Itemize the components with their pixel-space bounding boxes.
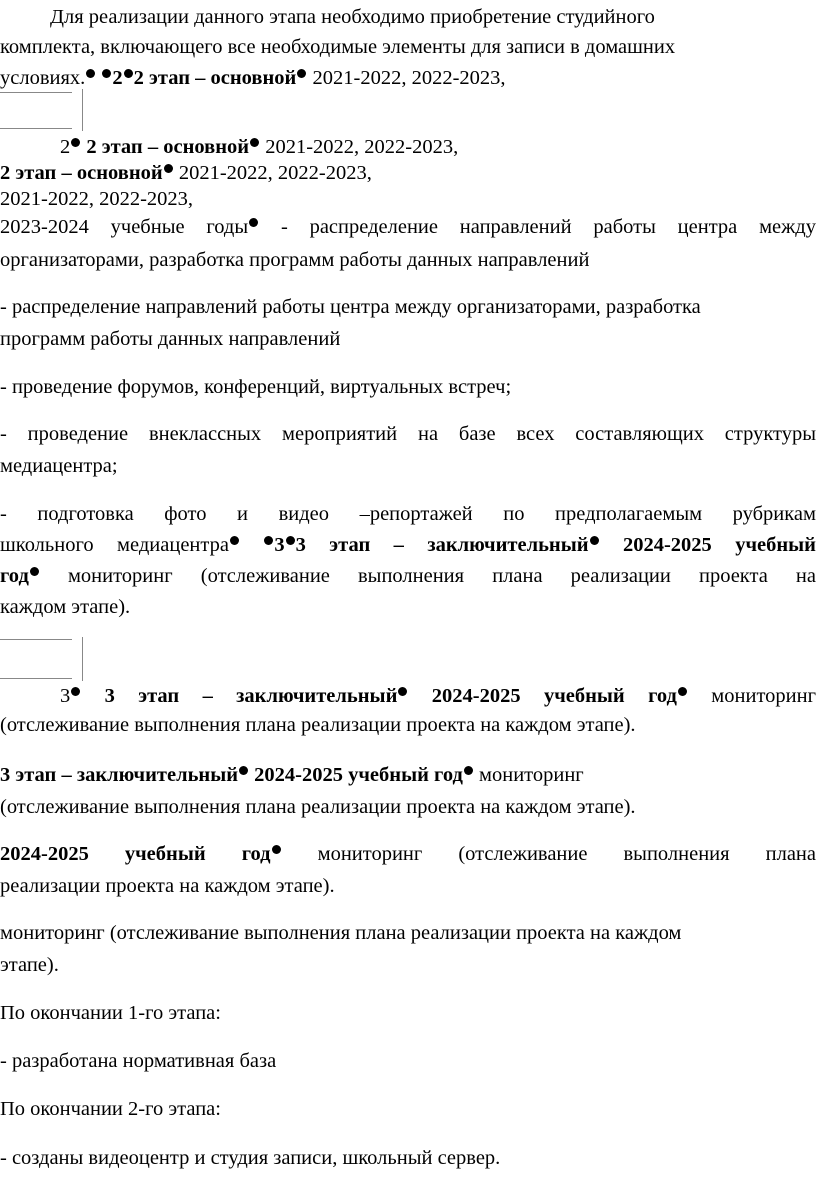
bullet-icon [102,69,111,78]
text: 3 этап – заключительный [295,534,589,556]
text-line [0,795,816,819]
text: 3 этап – заключительный [0,764,239,786]
text-line [0,327,816,351]
text: 2021-2022, 2022-2023, [173,162,372,184]
bullet-icon [286,536,295,545]
table-border [0,678,72,679]
text-line [0,1097,816,1121]
bullet-icon [264,536,273,545]
text: мониторинг (отслеживание выполнения плана [281,843,816,865]
text: Для реализации данного этапа необходимо приобретение студийного [50,6,655,28]
text: этапе). [0,954,59,976]
text: (отслеживание выполнения плана реализации проекта на каждом этапе). [0,796,636,818]
text-line [0,161,816,185]
bullet-icon [590,536,599,545]
text: 2 этап – основной [133,67,297,89]
bullet-icon [124,69,133,78]
text-line [0,763,816,787]
text: 2023-2024 учебные годы [0,216,249,238]
text-line [60,135,816,159]
text: мониторинг [687,685,816,707]
text: - распределение направлений работы центра между организаторами, разработка [0,296,701,318]
text: мониторинг (отслеживание выполнения плана реализации проекта на каждом [0,922,682,944]
text: - подготовка фото и видео –репортажей по предполагаемым рубрикам [0,503,816,525]
text: 2024-2025 учебный год [0,843,271,865]
text: - созданы видеоцентр и студия записи, школьный сервер. [0,1147,501,1169]
table-border [82,637,83,681]
text: 2024-2025 учебный год [249,764,463,786]
bullet-icon [86,69,95,78]
text: 3 [60,685,71,707]
text-line [0,215,816,239]
text-line [0,66,816,90]
text-line [0,187,816,211]
text: медиацентра; [0,455,118,477]
text: мониторинг (отслеживание выполнения плана реализации проекта на [39,565,816,587]
bullet-icon [239,766,248,775]
text-line [0,842,816,866]
text-line [50,5,816,29]
bullet-icon [272,845,281,854]
text: По окончании 2-го этапа: [0,1098,221,1120]
bullet-icon [464,766,473,775]
table-border [0,92,72,93]
bullet-icon [71,687,80,696]
text: - распределение направлений работы центра между [259,216,816,238]
bullet-icon [164,164,173,173]
bullet-icon [71,138,80,147]
text: - разработана нормативная база [0,1050,277,1072]
text: 2 [112,67,123,89]
text: мониторинг [473,764,584,786]
bullet-icon [250,138,259,147]
text: 2021-2022, 2022-2023, [307,67,506,89]
bullet-icon [30,567,39,576]
text-line [0,422,816,446]
text: 3 [274,534,285,556]
text-line [0,454,816,478]
bullet-icon [297,69,306,78]
text-line [0,248,816,272]
text-line [0,295,816,319]
text: 2021-2022, 2022-2023, [0,188,194,210]
text: (отслеживание выполнения плана реализации проекта на каждом этапе). [0,714,636,736]
text-line [0,502,816,526]
text: организаторами, разработка программ работы данных направлений [0,249,590,271]
text-line [0,1146,816,1170]
text: По окончании 1-го этапа: [0,1002,221,1024]
text-line [0,953,816,977]
text: 2024-2025 учебный год [408,685,677,707]
text-line [0,564,816,588]
text: комплекта, включающего все необходимые элементы для записи в домашних [0,36,676,58]
text-line [0,713,816,737]
table-border [0,128,72,129]
text: школьного медиацентра [0,534,229,556]
text: 2 [60,136,71,158]
text: год [0,565,29,587]
text-line [60,684,816,708]
text: 2024-2025 учебный [599,534,816,556]
table-border [0,639,72,640]
text: 3 этап – заключительный [81,685,398,707]
bullet-icon [249,218,258,227]
text-line [0,921,816,945]
text: - проведение форумов, конференций, виртуальных встреч; [0,376,512,398]
text-line [0,1049,816,1073]
text: 2021-2022, 2022-2023, [260,136,459,158]
text-line [0,874,816,898]
text-line [0,533,816,557]
bullet-icon [398,687,407,696]
text-line [0,375,816,399]
text-line [0,35,816,59]
bullet-icon [230,536,239,545]
text: 2 этап – основной [81,136,250,158]
bullet-icon [678,687,687,696]
text-line [0,595,816,619]
table-border [82,89,83,131]
text: 2 этап – основной [0,162,163,184]
text-line [0,1001,816,1025]
text: условиях. [0,67,86,89]
text: - проведение внеклассных мероприятий на базе всех составляющих структуры [0,423,816,445]
text: реализации проекта на каждом этапе). [0,875,335,897]
text: программ работы данных направлений [0,328,341,350]
text: каждом этапе). [0,596,131,618]
